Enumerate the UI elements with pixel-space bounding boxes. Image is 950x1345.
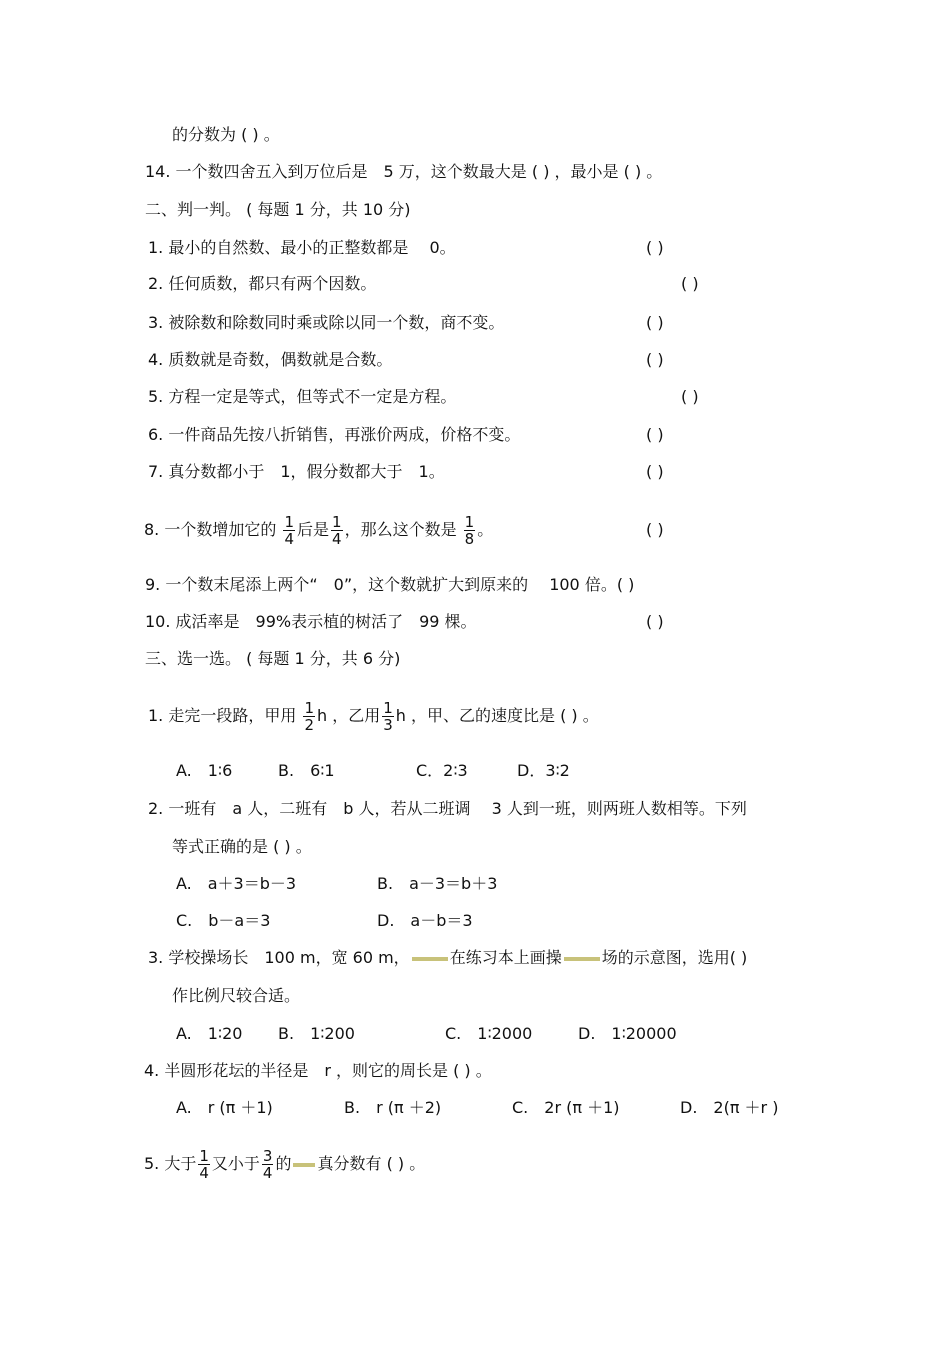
answer-paren: ( ) <box>646 612 664 631</box>
judge-item-9: 9. 一个数末尾添上两个“ 0”，这个数就扩大到原来的 100 倍。( ) <box>145 575 635 594</box>
judge-item-6: 6. 一件商品先按八折销售，再涨价两成，价格不变。 <box>148 425 521 444</box>
choice-q3-line2: 作比例尺较合适。 <box>172 986 301 1005</box>
q2-option-d: D. a－b＝3 <box>377 911 473 930</box>
q4-option-c: C. 2r (π ＋1) <box>512 1098 620 1117</box>
choice-q2-line1: 2. 一班有 a 人，二班有 b 人，若从二班调 3 人到一班，则两班人数相等。下列 <box>148 799 747 818</box>
answer-paren: ( ) <box>646 238 664 257</box>
q3-option-b: B. 1∶200 <box>278 1024 355 1043</box>
answer-paren: ( ) <box>681 387 699 406</box>
fraction-one-quarter: $\frac{1}{4}$ <box>332 513 342 548</box>
q2-option-c: C. b－a＝3 <box>176 911 271 930</box>
q2-option-b: B. a－3＝b＋3 <box>377 874 498 893</box>
fraction-one-eighth: $\frac{1}{8}$ <box>464 513 475 548</box>
choice-q2-line2: 等式正确的是 ( ) 。 <box>172 837 312 856</box>
highlight-mark <box>412 957 448 961</box>
q3-option-d: D. 1∶20000 <box>578 1024 677 1043</box>
q4-option-d: D. 2(π ＋r ) <box>680 1098 779 1117</box>
section-2-title: 二、判一判。 ( 每题 1 分，共 10 分) <box>145 200 411 219</box>
q1-option-a: A. 1∶6 <box>176 761 233 780</box>
fraction-one-third: $\frac{1}{3}$ <box>383 699 393 734</box>
answer-paren: ( ) <box>646 425 664 444</box>
judge-item-2: 2. 任何质数，都只有两个因数。 <box>148 274 377 293</box>
q1-option-b: B. 6∶1 <box>278 761 335 780</box>
fraction-one-quarter: $\frac{1}{4}$ <box>199 1147 209 1182</box>
answer-paren: ( ) <box>681 274 699 293</box>
fraction-one-half: $\frac{1}{2}$ <box>304 699 314 734</box>
judge-item-8: 8. 一个数增加它的 $\frac{1}{4}$ 后是 $\frac{1}{4}$ ，那么这个数是 $\frac{1}{8}$ 。 <box>144 513 494 548</box>
q4-option-b: B. r (π ＋2) <box>344 1098 442 1117</box>
section-3-title: 三、选一选。 ( 每题 1 分，共 6 分) <box>145 649 401 668</box>
q3-option-c: C. 1∶2000 <box>445 1024 533 1043</box>
judge-item-5: 5. 方程一定是等式，但等式不一定是方程。 <box>148 387 457 406</box>
fraction-one-quarter: $\frac{1}{4}$ <box>284 513 294 548</box>
answer-paren: ( ) <box>646 313 664 332</box>
answer-paren: ( ) <box>646 462 664 481</box>
judge-item-1: 1. 最小的自然数、最小的正整数都是 0。 <box>148 238 456 257</box>
q14: 14. 一个数四舍五入到万位后是 5 万，这个数最大是 ( ) ，最小是 ( ) 。 <box>145 162 663 181</box>
judge-item-7: 7. 真分数都小于 1，假分数都大于 1。 <box>148 462 445 481</box>
q13-tail: 的分数为 ( ) 。 <box>172 125 280 144</box>
choice-q1: 1. 走完一段路，甲用 $\frac{1}{2}$ h ，乙用 $\frac{1}{3}$ h ，甲、乙的速度比是 ( ) 。 <box>148 699 599 734</box>
judge-item-3: 3. 被除数和除数同时乘或除以同一个数，商不变。 <box>148 313 505 332</box>
highlight-mark <box>293 1163 315 1167</box>
q1-option-d: D．3∶2 <box>517 761 570 780</box>
answer-paren: ( ) <box>646 350 664 369</box>
highlight-mark <box>564 957 600 961</box>
q4-option-a: A. r (π ＋1) <box>176 1098 273 1117</box>
answer-paren: ( ) <box>646 520 664 539</box>
q1-option-c: C．2∶3 <box>416 761 468 780</box>
q3-option-a: A. 1∶20 <box>176 1024 243 1043</box>
fraction-three-quarters: $\frac{3}{4}$ <box>262 1147 273 1182</box>
q2-option-a: A. a＋3＝b－3 <box>176 874 297 893</box>
judge-item-10: 10. 成活率是 99%表示植的树活了 99 棵。 <box>145 612 477 631</box>
choice-q5: 5. 大于 $\frac{1}{4}$ 又小于 $\frac{3}{4}$ 的 真分数有 ( ) 。 <box>144 1147 426 1182</box>
choice-q4: 4. 半圆形花坛的半径是 r ，则它的周长是 ( ) 。 <box>144 1061 492 1080</box>
judge-item-4: 4. 质数就是奇数，偶数就是合数。 <box>148 350 393 369</box>
choice-q3: 3. 学校操场长 100 m，宽 60 m， 在练习本上画操 场的示意图，选用( ) <box>148 948 748 967</box>
